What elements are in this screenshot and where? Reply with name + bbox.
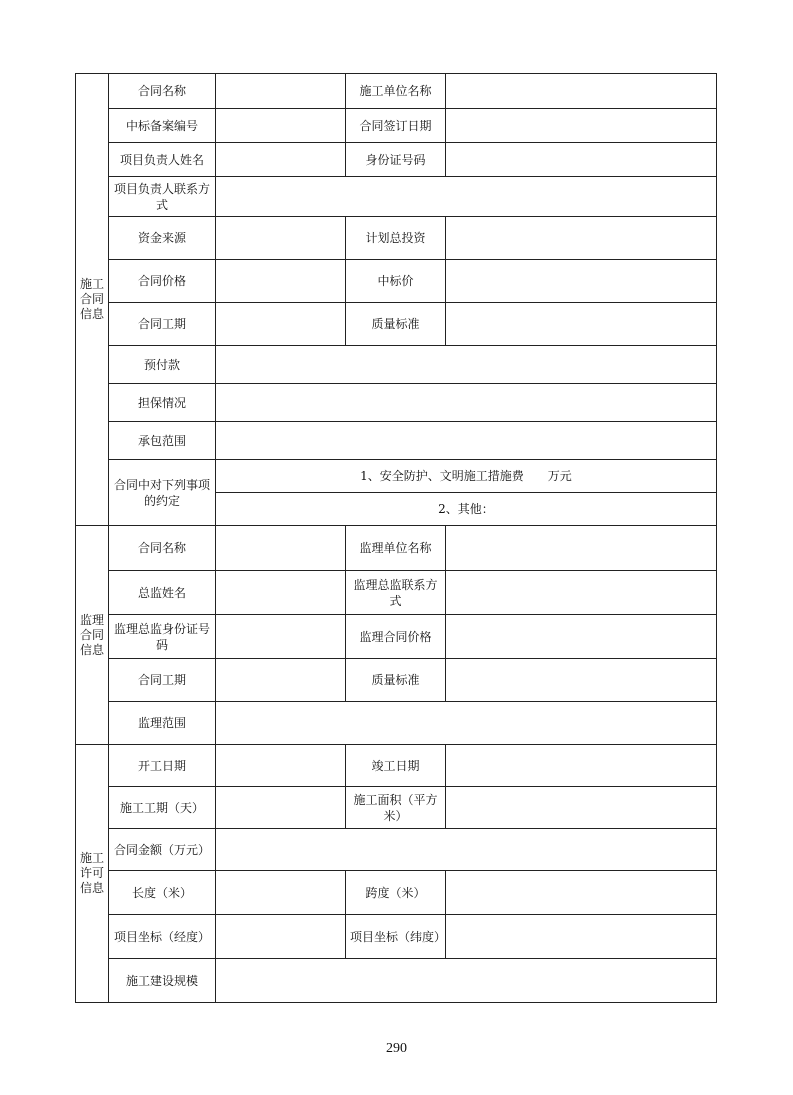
label-length: 长度（米）	[109, 871, 216, 915]
table-row	[76, 829, 717, 871]
table-row	[76, 422, 717, 460]
value-supervision-price[interactable]	[446, 615, 717, 659]
page-number: 290	[386, 1041, 407, 1056]
label-contract-price: 合同价格	[109, 260, 216, 303]
value-area[interactable]	[446, 787, 717, 829]
value-scale[interactable]	[216, 959, 717, 1003]
label-scale: 施工建设规模	[109, 959, 216, 1003]
group-label-supervision: 监理合同信息	[76, 526, 109, 745]
value-period-days[interactable]	[216, 787, 346, 829]
table-row	[76, 460, 717, 493]
value-guarantee[interactable]	[216, 384, 717, 422]
label-manager-name: 项目负责人姓名	[109, 143, 216, 177]
label-contract-name: 合同名称	[109, 74, 216, 109]
label-guarantee: 担保情况	[109, 384, 216, 422]
value-supervision-unit[interactable]	[446, 526, 717, 571]
label-chief-name: 总监姓名	[109, 571, 216, 615]
value-bid-price[interactable]	[446, 260, 717, 303]
table-row	[76, 384, 717, 422]
label-start-date: 开工日期	[109, 745, 216, 787]
value-fund-source[interactable]	[216, 217, 346, 260]
value-completion-date[interactable]	[446, 745, 717, 787]
form-sheet	[75, 73, 716, 1000]
table-row	[76, 702, 717, 745]
label-fund-source: 资金来源	[109, 217, 216, 260]
label-supervision-unit: 监理单位名称	[346, 526, 446, 571]
value-latitude[interactable]	[446, 915, 717, 959]
label-period-days: 施工工期（天）	[109, 787, 216, 829]
label-supervision-scope: 监理范围	[109, 702, 216, 745]
table-row	[76, 346, 717, 384]
table-row	[76, 303, 717, 346]
label-supervision-price: 监理合同价格	[346, 615, 446, 659]
value-contract-amount[interactable]	[216, 829, 717, 871]
value-advance-payment[interactable]	[216, 346, 717, 384]
table-row	[76, 745, 717, 787]
value-chief-contact[interactable]	[446, 571, 717, 615]
value-sign-date[interactable]	[446, 109, 717, 143]
label-id-no: 身份证号码	[346, 143, 446, 177]
label-bid-price: 中标价	[346, 260, 446, 303]
label-chief-contact: 监理总监联系方式	[346, 571, 446, 615]
value-manager-name[interactable]	[216, 143, 346, 177]
value-supervision-quality[interactable]	[446, 659, 717, 702]
label-chief-id: 监理总监身份证号码	[109, 615, 216, 659]
label-contract-period: 合同工期	[109, 303, 216, 346]
value-contract-name[interactable]	[216, 74, 346, 109]
value-id-no[interactable]	[446, 143, 717, 177]
label-supervision-contract-name: 合同名称	[109, 526, 216, 571]
value-chief-id[interactable]	[216, 615, 346, 659]
table-row	[76, 959, 717, 1003]
info-table	[75, 73, 717, 1003]
label-planned-investment: 计划总投资	[346, 217, 446, 260]
table-row	[76, 177, 717, 217]
table-row	[76, 915, 717, 959]
table-row	[76, 109, 717, 143]
label-completion-date: 竣工日期	[346, 745, 446, 787]
value-planned-investment[interactable]	[446, 217, 717, 260]
table-row	[76, 260, 717, 303]
label-construction-unit: 施工单位名称	[346, 74, 446, 109]
value-manager-contact[interactable]	[216, 177, 717, 217]
label-bid-record-no: 中标备案编号	[109, 109, 216, 143]
table-row	[76, 659, 717, 702]
table-row	[76, 217, 717, 260]
label-supervision-period: 合同工期	[109, 659, 216, 702]
table-row	[76, 787, 717, 829]
agreement-item-2[interactable]: 2、其他：	[216, 493, 717, 526]
value-supervision-period[interactable]	[216, 659, 346, 702]
value-contract-period[interactable]	[216, 303, 346, 346]
label-contract-scope: 承包范围	[109, 422, 216, 460]
table-row	[76, 871, 717, 915]
label-longitude: 项目坐标（经度）	[109, 915, 216, 959]
value-chief-name[interactable]	[216, 571, 346, 615]
value-quality-standard[interactable]	[446, 303, 717, 346]
label-manager-contact: 项目负责人联系方式	[109, 177, 216, 217]
label-supervision-quality: 质量标准	[346, 659, 446, 702]
value-construction-unit[interactable]	[446, 74, 717, 109]
agreement-item-1[interactable]: 1、安全防护、文明施工措施费 万元	[216, 460, 717, 493]
value-supervision-scope[interactable]	[216, 702, 717, 745]
value-start-date[interactable]	[216, 745, 346, 787]
value-contract-price[interactable]	[216, 260, 346, 303]
label-latitude: 项目坐标（纬度）	[346, 915, 446, 959]
table-row	[76, 74, 717, 109]
table-row	[76, 526, 717, 571]
label-contract-amount: 合同金额（万元）	[109, 829, 216, 871]
label-advance-payment: 预付款	[109, 346, 216, 384]
label-quality-standard: 质量标准	[346, 303, 446, 346]
label-sign-date: 合同签订日期	[346, 109, 446, 143]
value-supervision-contract-name[interactable]	[216, 526, 346, 571]
table-row	[76, 615, 717, 659]
label-area: 施工面积（平方米）	[346, 787, 446, 829]
value-contract-scope[interactable]	[216, 422, 717, 460]
table-row	[76, 143, 717, 177]
group-label-permit: 施工许可信息	[76, 745, 109, 1003]
label-agreement: 合同中对下列事项的约定	[109, 460, 216, 526]
value-bid-record-no[interactable]	[216, 109, 346, 143]
group-label-construction: 施工合同信息	[76, 74, 109, 526]
table-row	[76, 571, 717, 615]
value-longitude[interactable]	[216, 915, 346, 959]
value-span[interactable]	[446, 871, 717, 915]
label-span: 跨度（米）	[346, 871, 446, 915]
value-length[interactable]	[216, 871, 346, 915]
